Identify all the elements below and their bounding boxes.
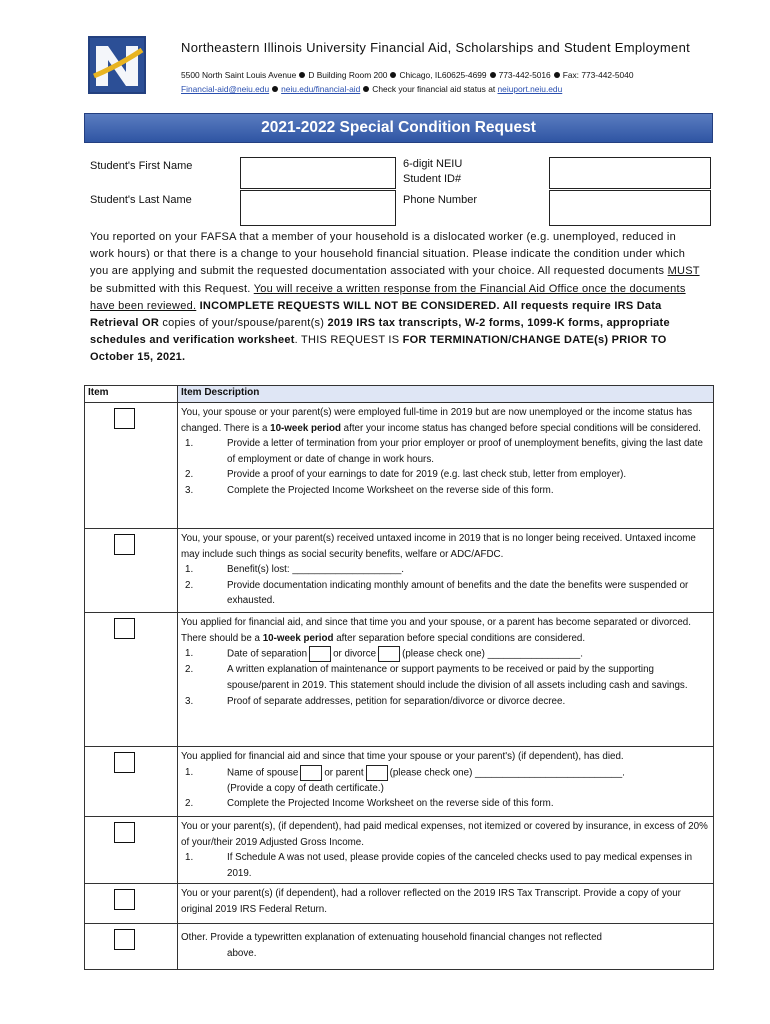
table-row xyxy=(85,613,714,747)
item-description: You, your spouse, or your parent(s) received untaxed income in 2019 that is no longer being received. Untaxed income may include such things as social security benefits, welfare or ADC/AFDC. 1. Benefit(s) lost: ____________________. 2. Provide documentation indicating monthly amount of benefits and the date the benefits were suspended or exhausted. xyxy=(178,529,713,611)
table-header-row xyxy=(85,386,714,403)
list-item: 2. A written explanation of maintenance or support payments to be received or paid by the supporting spouse/parent in 2019. This statement should include the division of all assets including cash and savings. xyxy=(185,664,688,691)
address-line: 5500 North Saint Louis Avenue D Building Room 200 Chicago, IL60625-4699 773-442-5016 Fax: 773-442-5040 xyxy=(181,70,634,80)
table-row xyxy=(85,924,714,970)
list-item: 2. Complete the Projected Income Worksheet on the reverse side of this form. xyxy=(185,798,554,810)
table-row xyxy=(85,529,714,613)
phone-field[interactable] xyxy=(549,190,711,226)
last-name-field[interactable] xyxy=(240,190,396,226)
item-checkbox[interactable] xyxy=(114,929,135,950)
list-item: 2. Provide documentation indicating monthly amount of benefits and the date the benefits were suspended or exhausted. xyxy=(185,579,689,607)
list-item: 1. Provide a letter of termination from your prior employer or proof of unemployment benefits, giving the last date of employment or date of change in work hours. xyxy=(185,438,703,465)
list-item: 3. Proof of separate addresses, petition for separation/divorce or divorce decree. xyxy=(185,695,566,707)
title-bar xyxy=(84,113,713,143)
table-row xyxy=(85,884,714,924)
neiuport-link[interactable]: neiuport.neiu.edu xyxy=(497,84,563,94)
description-column-header: Item Description xyxy=(178,386,714,403)
email-link[interactable]: Financial-aid@neiu.edu xyxy=(181,84,270,94)
contact-line xyxy=(181,84,562,94)
item-description: You, your spouse or your parent(s) were employed full-time in 2019 but are now unemployed or the income status has changed. There is a 10-week period after your income status has changed before special conditions will be considered. 1. Provide a letter of termination from your prior employer or proof of unemployment benefits, giving the last date of employment or date of change in work hours. 2. Provide a proof of your earnings to date for 2019 (e.g. last check stub, letter from employer). 3. Complete the Projected Income Worksheet on the reverse side of this form. xyxy=(178,403,713,501)
phone-label: Phone Number xyxy=(403,194,477,206)
list-item: 3. Complete the Projected Income Worksheet on the reverse side of this form. xyxy=(185,484,554,496)
divorce-checkbox[interactable] xyxy=(378,646,400,662)
student-id-field[interactable] xyxy=(549,157,711,189)
parent-checkbox[interactable] xyxy=(366,765,388,781)
table-row xyxy=(85,747,714,817)
list-item: 1. Benefit(s) lost: ____________________. xyxy=(185,564,405,576)
item-description: You applied for financial aid, and since that time you and your spouse, or a parent has become separated or divorced. There should be a 10-week period after separation before special conditions are considered. 1. Date of separation or divorce (please check one) _________________. 2. A written explanation of maintenance or support payments to be received or paid by the supporting spouse/parent in 2019. This statement should include the division of all assets including cash and savings. 3. Proof of separate addresses, petition for separation/divorce or divorce decree. xyxy=(178,613,713,711)
student-id-label: 6-digit NEIU Student ID# xyxy=(403,158,463,185)
item-column-header: Item xyxy=(85,386,178,403)
item-description: You applied for financial aid and since that time your spouse or your parent's) (if dependent), has died. 1. Name of spouse or parent (please check one) ___________________________. (Provide a copy of death certificate.) 2. Complete the Projected Income Worksheet on the reverse side of this form. xyxy=(178,747,713,814)
separation-checkbox[interactable] xyxy=(309,646,331,662)
list-item: 1. Name of spouse or parent (please check one) ___________________________. (Provide a copy of death certificate.) xyxy=(185,766,625,794)
website-link[interactable]: neiu.edu/financial-aid xyxy=(281,84,361,94)
list-item: 2. Provide a proof of your earnings to date for 2019 (e.g. last check stub, letter from employer). xyxy=(185,469,627,481)
instructions-paragraph: You reported on your FAFSA that a member of your household is a dislocated worker (e.g. unemployed, reduced in work hours) or that there is a change to your household financial situation. Please indicate the condition under which you are applying and submit the requested documentation associated with your choice. All requested documents MUST be submitted with this Request. You will receive a written response from the Financial Aid Office once the documents have been reviewed. INCOMPLETE REQUESTS WILL NOT BE CONSIDERED. All requests require IRS Data Retrieval OR copies of your/spouse/parent(s) 2019 IRS tax transcripts, W-2 forms, 1099-K forms, appropriate schedules and verification worksheet. THIS REQUEST IS FOR TERMINATION/CHANGE DATE(s) PRIOR TO October 15, 2021. xyxy=(90,231,700,364)
status-text: Check your financial aid status at xyxy=(372,84,496,94)
last-name-label: Student's Last Name xyxy=(90,194,192,206)
item-description: You or your parent(s), (if dependent), had paid medical expenses, not itemized or covered by insurance, in excess of 20% of your/their 2019 Adjusted Gross Income. 1. If Schedule A was not used, please provide copies of the canceled checks used to pay medical expenses in 2019. xyxy=(178,817,713,883)
first-name-label: Student's First Name xyxy=(90,160,193,172)
first-name-field[interactable] xyxy=(240,157,396,189)
list-item: 1. Date of separation or divorce (please check one) _________________. xyxy=(181,646,710,662)
item-checkbox[interactable] xyxy=(114,618,135,639)
item-checkbox[interactable] xyxy=(114,752,135,773)
items-table xyxy=(84,385,714,970)
item-description: You or your parent(s) (if dependent), had a rollover reflected on the 2019 IRS Tax Transcript. Provide a copy of your original 2019 IRS Federal Return. xyxy=(181,888,681,915)
spouse-checkbox[interactable] xyxy=(300,765,322,781)
item-checkbox[interactable] xyxy=(114,822,135,843)
university-name: Northeastern Illinois University Financial Aid, Scholarships and Student Employment xyxy=(181,40,691,55)
list-item: 1. If Schedule A was not used, please provide copies of the canceled checks used to pay medical expenses in 2019. xyxy=(185,852,693,879)
item-checkbox[interactable] xyxy=(114,408,135,429)
item-description: Other. Provide a typewritten explanation of extenuating household financial changes not reflected above. xyxy=(181,932,602,959)
item-checkbox[interactable] xyxy=(114,889,135,910)
table-row xyxy=(85,817,714,884)
table-row xyxy=(85,403,714,529)
item-checkbox[interactable] xyxy=(114,534,135,555)
neiu-n-logo-icon xyxy=(88,36,146,94)
form-title: 2021-2022 Special Condition Request xyxy=(261,119,536,136)
